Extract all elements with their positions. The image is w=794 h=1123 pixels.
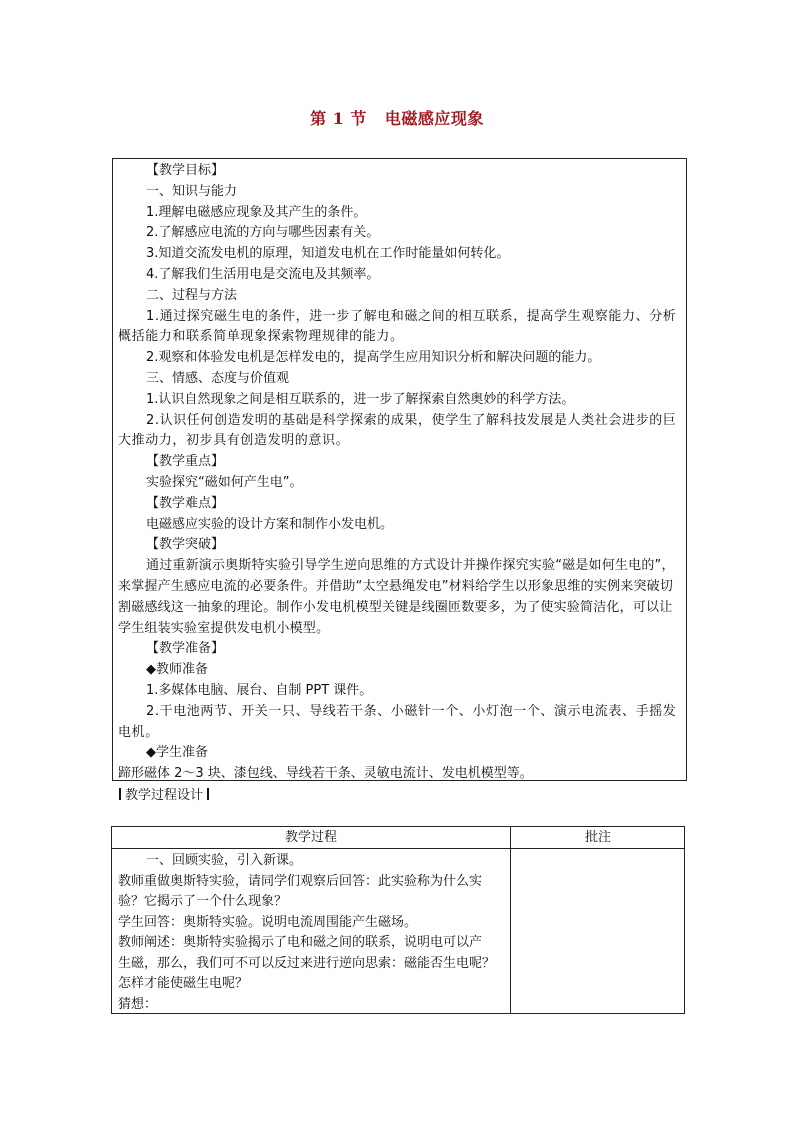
text-line: 学生回答：奥斯特实验。说明电流周围能产生磁场。 <box>118 914 418 930</box>
right-bar <box>207 788 209 800</box>
text-line: 【教学目标】 <box>146 163 225 178</box>
text-line: 教师阐述：奥斯特实验揭示了电和磁之间的联系，说明电可以产 <box>118 935 483 950</box>
text-line: 教师重做奥斯特实验，请同学们观察后回答：此实验称为什么实 <box>118 873 483 889</box>
text-line: 1.通过探究磁生电的条件，进一步了解电和磁之间的相互联系，提高学生观察能力、分析概括能力和联系简单现象探索物理规律的能力。 <box>118 308 677 345</box>
teaching-plan-content <box>118 161 683 785</box>
text-line: 怎样才能使磁生电呢？ <box>118 976 249 991</box>
text-line: 一、知识与能力 <box>146 183 238 199</box>
text-line: 【教学难点】 <box>146 495 225 511</box>
text-line: 三、情感、态度与价值观 <box>146 370 290 386</box>
text-line: 验？它揭示了一个什么现象？ <box>118 894 288 909</box>
text-line: 猜想： <box>118 996 158 1012</box>
text-line: ◆教师准备 <box>146 662 208 678</box>
text-line: 3.知道交流发电机的原理，知道发电机在工作时能量如何转化。 <box>146 246 510 262</box>
text-line: ◆学生准备 <box>146 745 208 761</box>
header-notes: 批注 <box>584 830 611 845</box>
text-line: 【教学重点】 <box>146 454 225 470</box>
text-line: 【教学突破】 <box>146 537 225 553</box>
section-number: 第 1 节 <box>310 109 367 128</box>
header-divider <box>112 848 684 849</box>
process-table <box>111 826 685 1014</box>
text-line: 蹄形磁体 2～3 块、漆包线、导线若干条、灵敏电流计、发电机模型等。 <box>118 766 533 782</box>
text-line: 4.了解我们生活用电是交流电及其频率。 <box>146 266 380 282</box>
column-divider <box>510 827 511 1013</box>
text-line: 实验探究“磁如何产生电”。 <box>146 474 303 490</box>
section-name: 电磁感应现象 <box>384 109 484 128</box>
text-line: 一、回顾实验，引入新课。 <box>146 853 303 868</box>
process-design-label <box>115 786 213 806</box>
text-line: 【教学准备】 <box>146 641 225 657</box>
text-line: 2.观察和体验发电机是怎样发电的，提高学生应用知识分析和解决问题的能力。 <box>146 350 601 366</box>
text-line: 2.干电池两节、开关一只、导线若干条、小磁针一个、小灯泡一个、演示电流表、手摇发电机。 <box>118 703 677 740</box>
text-line: 通过重新演示奥斯特实验引导学生逆向思维的方式设计并操作探究实验“磁是如何生电的”，来掌握产生感应电流的必要条件。并借助“太空悬绳发电”材料给学生以形象思维的实例来突破切割磁感线这一抽象的理论。制作小发电机模型关键是线圈匝数要多，为了使实验简洁化，可以让学生组装实验室提供发电机小模型。 <box>118 558 675 636</box>
text-line: 2.认识任何创造发明的基础是科学探索的成果，使学生了解科技发展是人类社会进步的巨大推动力，初步具有创造发明的意识。 <box>118 412 677 449</box>
text-line: 2.了解感应电流的方向与哪些因素有关。 <box>146 225 380 241</box>
text-line: 电磁感应实验的设计方案和制作小发电机。 <box>146 516 394 532</box>
page-title <box>0 106 794 129</box>
text-line: 1.理解电磁感应现象及其产生的条件。 <box>146 204 367 220</box>
process-cell <box>118 851 506 1015</box>
text-line: 二、过程与方法 <box>146 287 238 303</box>
left-bar <box>119 788 121 800</box>
teaching-plan-box <box>112 158 687 781</box>
text-line: 1.认识自然现象之间是相互联系的，进一步了解探索自然奥妙的科学方法。 <box>146 391 575 407</box>
text-line: 1.多媒体电脑、展台、自制 PPT 课件。 <box>146 682 373 698</box>
header-process: 教学过程 <box>284 830 337 845</box>
process-design-text: 教学过程设计 <box>125 788 204 803</box>
text-line: 生磁，那么，我们可不可以反过来进行逆向思索：磁能否生电呢？ <box>118 955 496 971</box>
